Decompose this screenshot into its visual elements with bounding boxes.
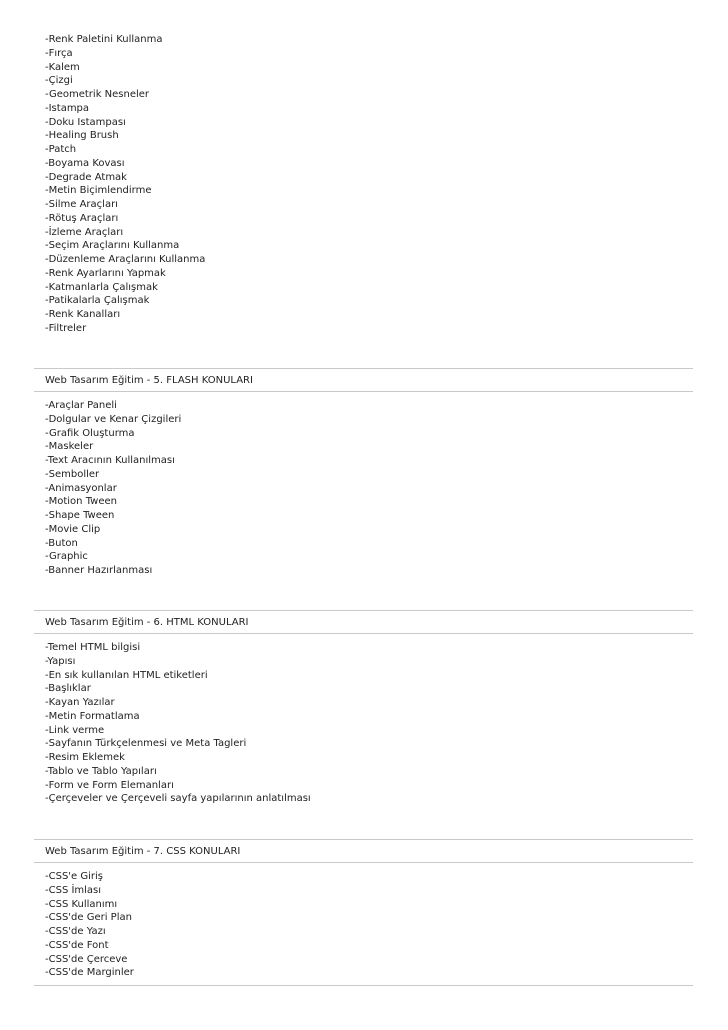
list-item: -Movie Clip [45, 523, 101, 535]
list-item: -Seçim Araçlarını Kullanma [45, 240, 180, 252]
list-item: -Motion Tween [45, 496, 117, 508]
list-item: -Katmanlarla Çalışmak [45, 281, 158, 293]
list-item: -Düzenleme Araçlarını Kullanma [45, 254, 206, 265]
html-topics-list [45, 641, 311, 806]
list-item: -Healing Brush [45, 130, 119, 142]
flash-topics-list [45, 399, 181, 578]
list-item: -Banner Hazırlanması [45, 565, 153, 576]
section-bottom-divider [34, 985, 693, 986]
list-item: -CSS'de Yazı [45, 926, 106, 937]
list-item: -Filtreler [45, 322, 87, 334]
list-item: -Tablo ve Tablo Yapıları [45, 765, 157, 777]
list-item: -Buton [45, 537, 78, 549]
section-title: Web Tasarım Eğitim - 7. CSS KONULARI [45, 846, 241, 857]
list-item: -Geometrik Nesneler [45, 89, 150, 100]
list-item: -Rötuş Araçları [45, 212, 119, 224]
list-item: -İzleme Araçları [45, 226, 124, 238]
list-item: -Graphic [45, 551, 88, 563]
list-item: -Doku Istampası [45, 116, 126, 128]
list-item: -En sık kullanılan HTML etiketleri [45, 669, 208, 681]
list-item: -Metin Formatlama [45, 710, 140, 722]
list-item: -Çerçeveler ve Çerçeveli sayfa yapılarının anlatılması [45, 793, 311, 805]
list-item: -Boyama Kovası [45, 157, 125, 169]
list-item: -Kayan Yazılar [45, 697, 115, 708]
list-item: -Araçlar Paneli [45, 400, 117, 411]
list-item: -CSS'de Geri Plan [45, 912, 132, 924]
list-item: -CSS'e Giriş [45, 871, 103, 882]
section-header-flash [34, 368, 693, 392]
list-item: -Animasyonlar [45, 482, 117, 494]
list-item: -Patch [45, 144, 77, 155]
list-item: -Patikalarla Çalışmak [45, 295, 150, 307]
list-item: -Grafik Oluşturma [45, 427, 135, 439]
list-item: -CSS İmlası [45, 884, 102, 896]
list-item: -CSS'de Font [45, 939, 109, 951]
list-item: -Metin Biçimlendirme [45, 185, 152, 197]
list-item: -Link verme [45, 724, 105, 736]
list-item: -Maskeler [45, 441, 94, 453]
list-item: -CSS Kullanımı [45, 898, 118, 910]
list-item: -Kalem [45, 61, 80, 73]
css-topics-list [45, 870, 134, 980]
list-item: -Resim Eklemek [45, 752, 125, 763]
section-header-css [34, 839, 693, 863]
list-item: -Fırça [45, 47, 73, 59]
list-item: -Başlıklar [45, 683, 91, 695]
list-item: -Text Aracının Kullanılması [45, 455, 175, 466]
list-item: -Yapısı [45, 655, 76, 667]
list-item: -Form ve Form Elemanları [45, 779, 174, 791]
section-header-html [34, 610, 693, 634]
list-item: -Renk Paletini Kullanma [45, 34, 163, 45]
list-item: -Temel HTML bilgisi [45, 642, 141, 653]
list-item: -Shape Tween [45, 510, 115, 521]
section-title: Web Tasarım Eğitim - 6. HTML KONULARI [45, 617, 249, 628]
list-item: -Renk Kanalları [45, 309, 121, 320]
list-item: -Degrade Atmak [45, 171, 127, 183]
list-item: -Çizgi [45, 75, 73, 87]
photoshop-topics-list [45, 33, 205, 336]
section-title: Web Tasarım Eğitim - 5. FLASH KONULARI [45, 375, 253, 386]
list-item: -CSS'de Marginler [45, 967, 134, 979]
list-item: -Renk Ayarlarını Yapmak [45, 267, 166, 279]
list-item: -Istampa [45, 102, 90, 114]
list-item: -Dolgular ve Kenar Çizgileri [45, 413, 182, 425]
list-item: -Semboller [45, 468, 100, 480]
list-item: -Silme Araçları [45, 199, 118, 210]
list-item: -Sayfanın Türkçelenmesi ve Meta Tagleri [45, 738, 247, 750]
list-item: -CSS'de Çerceve [45, 953, 128, 965]
